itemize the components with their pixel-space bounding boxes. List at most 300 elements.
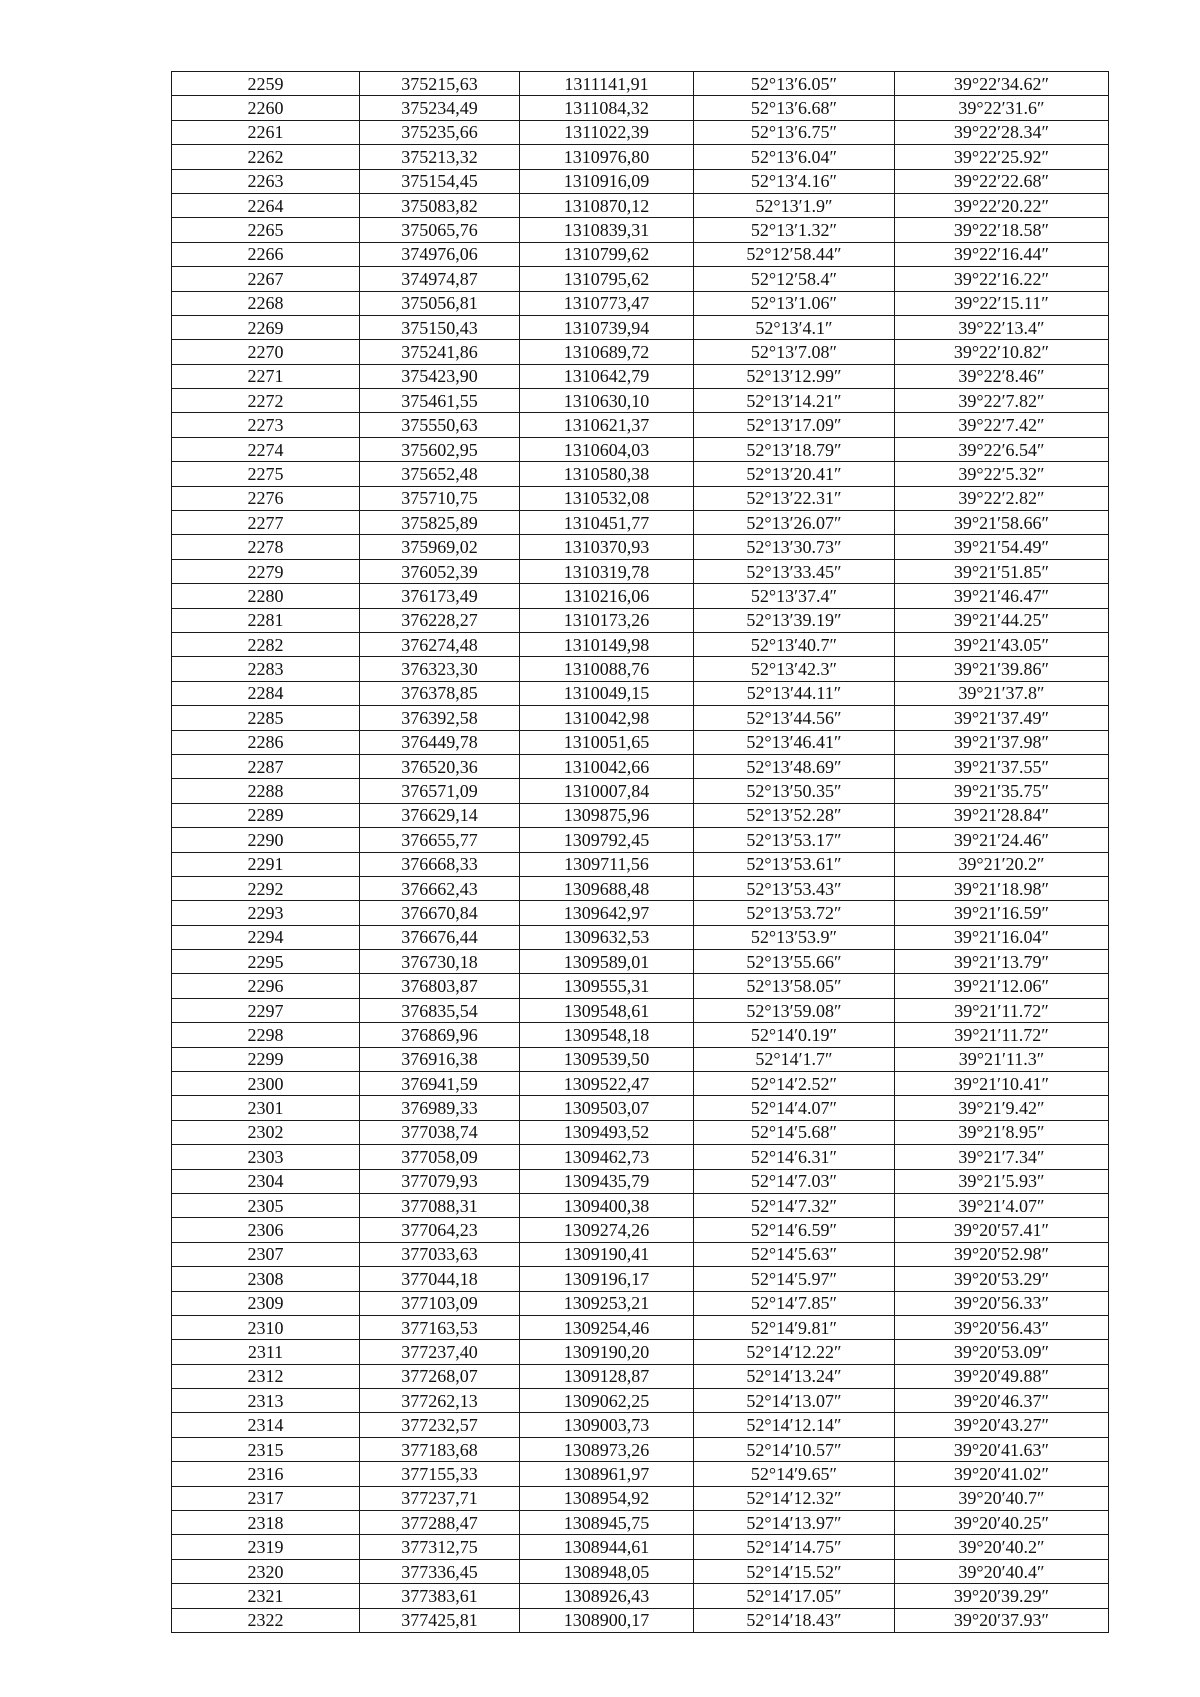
longitude-cell: 39°21′11.72″: [895, 998, 1109, 1022]
x-coordinate-cell: 376655,77: [360, 828, 520, 852]
point-number-cell: 2312: [172, 1364, 360, 1388]
y-coordinate-cell: 1310007,84: [520, 779, 694, 803]
longitude-cell: 39°21′11.72″: [895, 1023, 1109, 1047]
latitude-cell: 52°14′0.19″: [694, 1023, 895, 1047]
table-row: [172, 681, 1109, 705]
x-coordinate-cell: 376989,33: [360, 1096, 520, 1120]
x-coordinate-cell: 375461,55: [360, 389, 520, 413]
x-coordinate-cell: 375241,86: [360, 340, 520, 364]
table-row: [172, 1218, 1109, 1242]
point-number-cell: 2289: [172, 803, 360, 827]
point-number-cell: 2316: [172, 1462, 360, 1486]
point-number-cell: 2279: [172, 559, 360, 583]
y-coordinate-cell: 1308954,92: [520, 1486, 694, 1510]
longitude-cell: 39°20′39.29″: [895, 1584, 1109, 1608]
table-row: [172, 803, 1109, 827]
table-row: [172, 1145, 1109, 1169]
table-row: [172, 1315, 1109, 1339]
longitude-cell: 39°20′53.29″: [895, 1267, 1109, 1291]
latitude-cell: 52°13′46.41″: [694, 730, 895, 754]
longitude-cell: 39°21′43.05″: [895, 632, 1109, 656]
table-row: [172, 486, 1109, 510]
point-number-cell: 2303: [172, 1145, 360, 1169]
longitude-cell: 39°21′35.75″: [895, 779, 1109, 803]
x-coordinate-cell: 377237,40: [360, 1340, 520, 1364]
x-coordinate-cell: 375213,32: [360, 145, 520, 169]
y-coordinate-cell: 1310580,38: [520, 462, 694, 486]
x-coordinate-cell: 377038,74: [360, 1120, 520, 1144]
y-coordinate-cell: 1309435,79: [520, 1169, 694, 1193]
y-coordinate-cell: 1310149,98: [520, 632, 694, 656]
point-number-cell: 2315: [172, 1437, 360, 1461]
point-number-cell: 2290: [172, 828, 360, 852]
longitude-cell: 39°22′16.44″: [895, 242, 1109, 266]
table-row: [172, 998, 1109, 1022]
table-row: [172, 1242, 1109, 1266]
table-row: [172, 1096, 1109, 1120]
x-coordinate-cell: 377232,57: [360, 1413, 520, 1437]
x-coordinate-cell: 377336,45: [360, 1559, 520, 1583]
table-row: [172, 1023, 1109, 1047]
table-row: [172, 950, 1109, 974]
latitude-cell: 52°14′17.05″: [694, 1584, 895, 1608]
latitude-cell: 52°13′6.75″: [694, 120, 895, 144]
longitude-cell: 39°21′20.2″: [895, 852, 1109, 876]
latitude-cell: 52°14′9.81″: [694, 1315, 895, 1339]
latitude-cell: 52°13′53.9″: [694, 925, 895, 949]
latitude-cell: 52°13′6.04″: [694, 145, 895, 169]
point-number-cell: 2283: [172, 657, 360, 681]
table-row: [172, 1267, 1109, 1291]
x-coordinate-cell: 375154,45: [360, 169, 520, 193]
longitude-cell: 39°22′31.6″: [895, 96, 1109, 120]
x-coordinate-cell: 376670,84: [360, 901, 520, 925]
y-coordinate-cell: 1310370,93: [520, 535, 694, 559]
x-coordinate-cell: 377383,61: [360, 1584, 520, 1608]
x-coordinate-cell: 377033,63: [360, 1242, 520, 1266]
longitude-cell: 39°21′46.47″: [895, 584, 1109, 608]
y-coordinate-cell: 1309632,53: [520, 925, 694, 949]
table-row: [172, 1511, 1109, 1535]
point-number-cell: 2296: [172, 974, 360, 998]
longitude-cell: 39°21′54.49″: [895, 535, 1109, 559]
coordinates-table: [171, 71, 1109, 1633]
latitude-cell: 52°14′5.63″: [694, 1242, 895, 1266]
point-number-cell: 2275: [172, 462, 360, 486]
y-coordinate-cell: 1310795,62: [520, 267, 694, 291]
longitude-cell: 39°20′56.43″: [895, 1315, 1109, 1339]
longitude-cell: 39°21′37.8″: [895, 681, 1109, 705]
latitude-cell: 52°13′53.43″: [694, 876, 895, 900]
table-row: [172, 974, 1109, 998]
longitude-cell: 39°22′16.22″: [895, 267, 1109, 291]
longitude-cell: 39°20′37.93″: [895, 1608, 1109, 1632]
table-row: [172, 1193, 1109, 1217]
table-row: [172, 437, 1109, 461]
x-coordinate-cell: 375423,90: [360, 364, 520, 388]
longitude-cell: 39°21′44.25″: [895, 608, 1109, 632]
y-coordinate-cell: 1310642,79: [520, 364, 694, 388]
longitude-cell: 39°20′49.88″: [895, 1364, 1109, 1388]
latitude-cell: 52°14′13.24″: [694, 1364, 895, 1388]
x-coordinate-cell: 376449,78: [360, 730, 520, 754]
x-coordinate-cell: 375234,49: [360, 96, 520, 120]
latitude-cell: 52°14′6.31″: [694, 1145, 895, 1169]
latitude-cell: 52°13′48.69″: [694, 754, 895, 778]
latitude-cell: 52°13′18.79″: [694, 437, 895, 461]
point-number-cell: 2270: [172, 340, 360, 364]
point-number-cell: 2282: [172, 632, 360, 656]
y-coordinate-cell: 1309274,26: [520, 1218, 694, 1242]
longitude-cell: 39°20′56.33″: [895, 1291, 1109, 1315]
x-coordinate-cell: 375235,66: [360, 120, 520, 144]
point-number-cell: 2264: [172, 193, 360, 217]
latitude-cell: 52°14′15.52″: [694, 1559, 895, 1583]
y-coordinate-cell: 1310451,77: [520, 511, 694, 535]
longitude-cell: 39°22′34.62″: [895, 72, 1109, 96]
x-coordinate-cell: 376916,38: [360, 1047, 520, 1071]
table-row: [172, 193, 1109, 217]
latitude-cell: 52°13′1.32″: [694, 218, 895, 242]
latitude-cell: 52°13′59.08″: [694, 998, 895, 1022]
x-coordinate-cell: 376662,43: [360, 876, 520, 900]
point-number-cell: 2311: [172, 1340, 360, 1364]
latitude-cell: 52°14′18.43″: [694, 1608, 895, 1632]
latitude-cell: 52°13′1.9″: [694, 193, 895, 217]
point-number-cell: 2298: [172, 1023, 360, 1047]
latitude-cell: 52°13′53.61″: [694, 852, 895, 876]
point-number-cell: 2319: [172, 1535, 360, 1559]
table-row: [172, 535, 1109, 559]
point-number-cell: 2292: [172, 876, 360, 900]
y-coordinate-cell: 1309522,47: [520, 1072, 694, 1096]
latitude-cell: 52°14′12.32″: [694, 1486, 895, 1510]
y-coordinate-cell: 1309792,45: [520, 828, 694, 852]
longitude-cell: 39°20′41.02″: [895, 1462, 1109, 1486]
longitude-cell: 39°20′43.27″: [895, 1413, 1109, 1437]
point-number-cell: 2297: [172, 998, 360, 1022]
y-coordinate-cell: 1310799,62: [520, 242, 694, 266]
y-coordinate-cell: 1308948,05: [520, 1559, 694, 1583]
x-coordinate-cell: 376173,49: [360, 584, 520, 608]
point-number-cell: 2308: [172, 1267, 360, 1291]
point-number-cell: 2265: [172, 218, 360, 242]
longitude-cell: 39°22′20.22″: [895, 193, 1109, 217]
x-coordinate-cell: 375065,76: [360, 218, 520, 242]
point-number-cell: 2310: [172, 1315, 360, 1339]
y-coordinate-cell: 1308973,26: [520, 1437, 694, 1461]
x-coordinate-cell: 377425,81: [360, 1608, 520, 1632]
point-number-cell: 2295: [172, 950, 360, 974]
latitude-cell: 52°13′44.56″: [694, 706, 895, 730]
point-number-cell: 2299: [172, 1047, 360, 1071]
latitude-cell: 52°14′6.59″: [694, 1218, 895, 1242]
point-number-cell: 2291: [172, 852, 360, 876]
x-coordinate-cell: 377064,23: [360, 1218, 520, 1242]
latitude-cell: 52°14′14.75″: [694, 1535, 895, 1559]
latitude-cell: 52°14′2.52″: [694, 1072, 895, 1096]
table-row: [172, 584, 1109, 608]
table-row: [172, 1559, 1109, 1583]
point-number-cell: 2320: [172, 1559, 360, 1583]
point-number-cell: 2272: [172, 389, 360, 413]
table-row: [172, 291, 1109, 315]
y-coordinate-cell: 1309254,46: [520, 1315, 694, 1339]
latitude-cell: 52°12′58.4″: [694, 267, 895, 291]
point-number-cell: 2267: [172, 267, 360, 291]
latitude-cell: 52°13′55.66″: [694, 950, 895, 974]
longitude-cell: 39°21′18.98″: [895, 876, 1109, 900]
y-coordinate-cell: 1309711,56: [520, 852, 694, 876]
y-coordinate-cell: 1311022,39: [520, 120, 694, 144]
latitude-cell: 52°14′5.97″: [694, 1267, 895, 1291]
longitude-cell: 39°21′16.04″: [895, 925, 1109, 949]
point-number-cell: 2280: [172, 584, 360, 608]
longitude-cell: 39°20′40.7″: [895, 1486, 1109, 1510]
table-row: [172, 901, 1109, 925]
latitude-cell: 52°13′12.99″: [694, 364, 895, 388]
y-coordinate-cell: 1311084,32: [520, 96, 694, 120]
longitude-cell: 39°21′13.79″: [895, 950, 1109, 974]
latitude-cell: 52°13′22.31″: [694, 486, 895, 510]
x-coordinate-cell: 375550,63: [360, 413, 520, 437]
point-number-cell: 2271: [172, 364, 360, 388]
point-number-cell: 2260: [172, 96, 360, 120]
y-coordinate-cell: 1310216,06: [520, 584, 694, 608]
table-row: [172, 1169, 1109, 1193]
longitude-cell: 39°22′22.68″: [895, 169, 1109, 193]
longitude-cell: 39°22′28.34″: [895, 120, 1109, 144]
latitude-cell: 52°13′53.72″: [694, 901, 895, 925]
x-coordinate-cell: 374974,87: [360, 267, 520, 291]
y-coordinate-cell: 1309875,96: [520, 803, 694, 827]
point-number-cell: 2306: [172, 1218, 360, 1242]
latitude-cell: 52°13′33.45″: [694, 559, 895, 583]
x-coordinate-cell: 377312,75: [360, 1535, 520, 1559]
table-row: [172, 1047, 1109, 1071]
table-row: [172, 340, 1109, 364]
longitude-cell: 39°21′7.34″: [895, 1145, 1109, 1169]
table-row: [172, 1072, 1109, 1096]
longitude-cell: 39°21′37.98″: [895, 730, 1109, 754]
x-coordinate-cell: 376803,87: [360, 974, 520, 998]
table-row: [172, 169, 1109, 193]
latitude-cell: 52°14′12.14″: [694, 1413, 895, 1437]
latitude-cell: 52°13′30.73″: [694, 535, 895, 559]
latitude-cell: 52°14′13.07″: [694, 1389, 895, 1413]
x-coordinate-cell: 376730,18: [360, 950, 520, 974]
x-coordinate-cell: 376869,96: [360, 1023, 520, 1047]
x-coordinate-cell: 374976,06: [360, 242, 520, 266]
x-coordinate-cell: 377058,09: [360, 1145, 520, 1169]
point-number-cell: 2288: [172, 779, 360, 803]
x-coordinate-cell: 377183,68: [360, 1437, 520, 1461]
latitude-cell: 52°14′7.85″: [694, 1291, 895, 1315]
table-row: [172, 413, 1109, 437]
x-coordinate-cell: 375652,48: [360, 462, 520, 486]
x-coordinate-cell: 377103,09: [360, 1291, 520, 1315]
latitude-cell: 52°14′5.68″: [694, 1120, 895, 1144]
latitude-cell: 52°13′42.3″: [694, 657, 895, 681]
point-number-cell: 2304: [172, 1169, 360, 1193]
longitude-cell: 39°20′40.2″: [895, 1535, 1109, 1559]
x-coordinate-cell: 377079,93: [360, 1169, 520, 1193]
longitude-cell: 39°22′8.46″: [895, 364, 1109, 388]
x-coordinate-cell: 377088,31: [360, 1193, 520, 1217]
longitude-cell: 39°21′11.3″: [895, 1047, 1109, 1071]
longitude-cell: 39°21′28.84″: [895, 803, 1109, 827]
table-row: [172, 1608, 1109, 1632]
y-coordinate-cell: 1310049,15: [520, 681, 694, 705]
latitude-cell: 52°13′14.21″: [694, 389, 895, 413]
x-coordinate-cell: 376323,30: [360, 657, 520, 681]
table-row: [172, 1389, 1109, 1413]
y-coordinate-cell: 1309589,01: [520, 950, 694, 974]
longitude-cell: 39°22′15.11″: [895, 291, 1109, 315]
point-number-cell: 2318: [172, 1511, 360, 1535]
y-coordinate-cell: 1310532,08: [520, 486, 694, 510]
point-number-cell: 2268: [172, 291, 360, 315]
x-coordinate-cell: 375083,82: [360, 193, 520, 217]
table-row: [172, 1413, 1109, 1437]
y-coordinate-cell: 1309196,17: [520, 1267, 694, 1291]
longitude-cell: 39°20′52.98″: [895, 1242, 1109, 1266]
table-row: [172, 1120, 1109, 1144]
longitude-cell: 39°21′16.59″: [895, 901, 1109, 925]
table-row: [172, 852, 1109, 876]
table-row: [172, 632, 1109, 656]
table-row: [172, 1364, 1109, 1388]
longitude-cell: 39°22′18.58″: [895, 218, 1109, 242]
y-coordinate-cell: 1310042,98: [520, 706, 694, 730]
x-coordinate-cell: 375215,63: [360, 72, 520, 96]
x-coordinate-cell: 377163,53: [360, 1315, 520, 1339]
point-number-cell: 2277: [172, 511, 360, 535]
y-coordinate-cell: 1309555,31: [520, 974, 694, 998]
table-row: [172, 1291, 1109, 1315]
table-row: [172, 120, 1109, 144]
table-row: [172, 608, 1109, 632]
latitude-cell: 52°13′4.1″: [694, 315, 895, 339]
y-coordinate-cell: 1309688,48: [520, 876, 694, 900]
latitude-cell: 52°13′58.05″: [694, 974, 895, 998]
latitude-cell: 52°13′6.68″: [694, 96, 895, 120]
table-row: [172, 706, 1109, 730]
point-number-cell: 2273: [172, 413, 360, 437]
point-number-cell: 2309: [172, 1291, 360, 1315]
table-row: [172, 1340, 1109, 1364]
x-coordinate-cell: 376520,36: [360, 754, 520, 778]
latitude-cell: 52°13′7.08″: [694, 340, 895, 364]
longitude-cell: 39°20′53.09″: [895, 1340, 1109, 1364]
x-coordinate-cell: 377155,33: [360, 1462, 520, 1486]
x-coordinate-cell: 376941,59: [360, 1072, 520, 1096]
point-number-cell: 2266: [172, 242, 360, 266]
x-coordinate-cell: 376392,58: [360, 706, 520, 730]
point-number-cell: 2274: [172, 437, 360, 461]
y-coordinate-cell: 1310689,72: [520, 340, 694, 364]
table-row: [172, 72, 1109, 96]
y-coordinate-cell: 1309253,21: [520, 1291, 694, 1315]
y-coordinate-cell: 1310173,26: [520, 608, 694, 632]
point-number-cell: 2261: [172, 120, 360, 144]
point-number-cell: 2262: [172, 145, 360, 169]
longitude-cell: 39°21′37.49″: [895, 706, 1109, 730]
y-coordinate-cell: 1308944,61: [520, 1535, 694, 1559]
latitude-cell: 52°14′9.65″: [694, 1462, 895, 1486]
point-number-cell: 2301: [172, 1096, 360, 1120]
table-row: [172, 462, 1109, 486]
x-coordinate-cell: 377044,18: [360, 1267, 520, 1291]
longitude-cell: 39°22′7.42″: [895, 413, 1109, 437]
latitude-cell: 52°13′40.7″: [694, 632, 895, 656]
latitude-cell: 52°13′6.05″: [694, 72, 895, 96]
x-coordinate-cell: 375150,43: [360, 315, 520, 339]
latitude-cell: 52°13′53.17″: [694, 828, 895, 852]
y-coordinate-cell: 1310088,76: [520, 657, 694, 681]
x-coordinate-cell: 377262,13: [360, 1389, 520, 1413]
x-coordinate-cell: 376228,27: [360, 608, 520, 632]
longitude-cell: 39°20′40.25″: [895, 1511, 1109, 1535]
table-row: [172, 779, 1109, 803]
longitude-cell: 39°20′46.37″: [895, 1389, 1109, 1413]
table-row: [172, 145, 1109, 169]
table-row: [172, 876, 1109, 900]
point-number-cell: 2286: [172, 730, 360, 754]
latitude-cell: 52°13′37.4″: [694, 584, 895, 608]
y-coordinate-cell: 1309400,38: [520, 1193, 694, 1217]
latitude-cell: 52°13′4.16″: [694, 169, 895, 193]
longitude-cell: 39°21′9.42″: [895, 1096, 1109, 1120]
y-coordinate-cell: 1309190,20: [520, 1340, 694, 1364]
point-number-cell: 2321: [172, 1584, 360, 1608]
latitude-cell: 52°14′12.22″: [694, 1340, 895, 1364]
y-coordinate-cell: 1309190,41: [520, 1242, 694, 1266]
latitude-cell: 52°13′20.41″: [694, 462, 895, 486]
x-coordinate-cell: 376378,85: [360, 681, 520, 705]
longitude-cell: 39°22′10.82″: [895, 340, 1109, 364]
y-coordinate-cell: 1309128,87: [520, 1364, 694, 1388]
point-number-cell: 2317: [172, 1486, 360, 1510]
point-number-cell: 2285: [172, 706, 360, 730]
longitude-cell: 39°20′57.41″: [895, 1218, 1109, 1242]
point-number-cell: 2305: [172, 1193, 360, 1217]
y-coordinate-cell: 1309062,25: [520, 1389, 694, 1413]
point-number-cell: 2263: [172, 169, 360, 193]
point-number-cell: 2300: [172, 1072, 360, 1096]
x-coordinate-cell: 377237,71: [360, 1486, 520, 1510]
y-coordinate-cell: 1310630,10: [520, 389, 694, 413]
latitude-cell: 52°13′39.19″: [694, 608, 895, 632]
y-coordinate-cell: 1310916,09: [520, 169, 694, 193]
y-coordinate-cell: 1309548,61: [520, 998, 694, 1022]
latitude-cell: 52°14′1.7″: [694, 1047, 895, 1071]
x-coordinate-cell: 377268,07: [360, 1364, 520, 1388]
x-coordinate-cell: 376676,44: [360, 925, 520, 949]
y-coordinate-cell: 1310870,12: [520, 193, 694, 217]
longitude-cell: 39°21′12.06″: [895, 974, 1109, 998]
x-coordinate-cell: 375969,02: [360, 535, 520, 559]
point-number-cell: 2294: [172, 925, 360, 949]
x-coordinate-cell: 375056,81: [360, 291, 520, 315]
table-row: [172, 267, 1109, 291]
table-row: [172, 1437, 1109, 1461]
longitude-cell: 39°21′51.85″: [895, 559, 1109, 583]
point-number-cell: 2293: [172, 901, 360, 925]
latitude-cell: 52°13′44.11″: [694, 681, 895, 705]
y-coordinate-cell: 1310042,66: [520, 754, 694, 778]
y-coordinate-cell: 1309003,73: [520, 1413, 694, 1437]
